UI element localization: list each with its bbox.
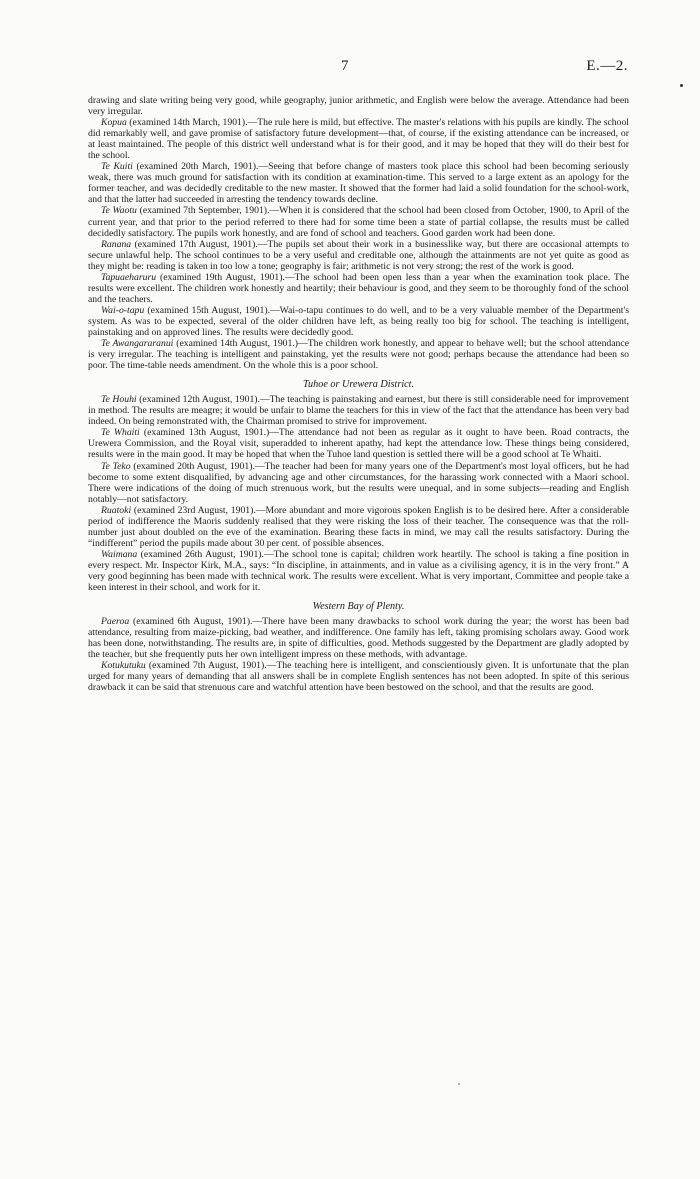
page-header (0, 58, 700, 80)
paragraph-ranana: Ranana (examined 17th August, 1901).—The pupils set about their work in a businesslike way, but there are occasional attempts to secure unlawful help. The school continues to be a very useful and creditable one, although the attainments are not yet quite as good as they might be: reading is taken in too low a tone; geography is fair; arithmetic is not very strong; the rest of the work is good. (88, 238, 629, 272)
school-name: Te Teko (101, 460, 131, 472)
paragraph-te-houhi: Te Houhi (examined 12th August, 1901).—The teaching is painstaking and earnest, but there is still considerable need for improvement in method. The results are meagre; it would be unfair to blame the teachers for this in view of the fact that the attendance has been very bad indeed. On being remonstrated with, the Chairman promised to strive for improvement. (88, 394, 629, 428)
school-name: Te Awangararanui (101, 338, 174, 350)
paragraph-kotukutuku: Kotukutuku (examined 7th August, 1901).—The teaching here is intelligent, and conscientiously given. It is unfortunate that the plan urged for many years of demanding that all answers shall be in complete English sentences has not been adopted. In spite of this serious drawback it can be said that strenuous care and watchful attention have been bestowed on the school, and that the results are good. (88, 660, 629, 694)
section-heading-tuhoe: Tuhoe or Urewera District. (302, 379, 415, 391)
paragraph-kopua: Kopua (examined 14th March, 1901).—The rule here is mild, but effective. The master's relations with his pupils are kindly. The school did remarkably well, and gave promise of satisfactory future development—that, of course, if the existing attendance can be increased, or at least maintained. The people of this district well understand what is for their good, and it may be hoped that they will do their best for the school. (88, 117, 629, 162)
series-code: E.—2. (586, 58, 628, 74)
paragraph-te-kuiti: Te Kuiti (examined 20th March, 1901).—Seeing that before change of masters took place this school had been becoming seriously weak, there was much ground for satisfaction with its condition at examination-time. This served to a large extent as an apology for the former teacher, and was decidedly creditable to the new master. It showed that the former had laid a solid foundation for the school-work, and that the latter had succeeded in arresting the tendency towards decline. (88, 161, 629, 206)
paragraph-ruatoki: Ruatoki (examined 23rd August, 1901).—More abundant and more vigorous spoken English is to be desired here. After a considerable period of indifference the Maoris suddenly realised that they were risking the loss of their teacher. The consequence was that the roll-number just about doubled on the eve of the examination. Bearing these facts in mind, we may call the results satisfactory. During the “indifferent” period the pupils made about 30 per cent. of possible absences. (88, 504, 629, 549)
paragraph-waimana: Waimana (examined 26th August, 1901).—The school tone is capital; children work heartily. The school is taking a fine position in every respect. Mr. Inspector Kirk, M.A., says: “In discipline, in attainments, and in value as a civilising agency, it is in the very front.” A very good beginning has been made with technical work. The results were excellent. What is very important, Committee and people take a keen interest in their school, and work for it. (88, 548, 629, 594)
paragraph-te-teko: Te Teko (examined 20th August, 1901).—The teacher had been for many years one of the Department's most loyal officers, but he had become to some extent disqualified, by advancing age and other circumstances, for the harassing work connected with a Maori school. There were indications of the doing of much strenuous work, but the results were unequal, and in some subjects—reading and English notably—not satisfactory. (88, 460, 629, 505)
section-heading-bay-of-plenty: Western Bay of Plenty. (312, 601, 405, 613)
paragraph-tapuaeharuru: Tapuaeharuru (examined 19th August, 1901).—The school had been open less than a year when the examination took place. The results were excellent. The children work honestly and heartily; their behaviour is good, and they seem to be thoroughly fond of the school and the teachers. (88, 271, 629, 305)
school-name: Tapuaeharuru (101, 271, 157, 283)
school-name: Te Houhi (101, 394, 137, 406)
paper-speck (458, 1083, 460, 1085)
school-name: Te Whaiti (101, 427, 140, 439)
school-name: Kotukutuku (101, 660, 146, 672)
paragraph-paeroa: Paeroa (examined 6th August, 1901).—There have been many drawbacks to school work during the year; the worst has been bad attendance, resulting from maize-picking, bad weather, and indifference. One family has left, taking promising scholars away. Good work has been done, notwithstanding. The results are, in spite of difficulties, good. Methods suggested by the Department are gladly adopted by the teacher, but she frequently puts her own intelligent impress on these methods, with advantage. (88, 616, 629, 661)
school-name: Te Waotu (101, 205, 137, 217)
paragraph-te-whaiti: Te Whaiti (examined 13th August, 1901.)—The attendance had not been as regular as it ought to have been. Road contracts, the Urewera Commission, and the Royal visit, superadded to inherent apathy, had kept the attendance low. These things being considered, results were in the main good. It may be hoped that when the Tuhoe land question is settled there will be a good school at Te Whaiti. (88, 427, 629, 461)
school-name: Waimana (101, 548, 138, 560)
school-name: Paeroa (101, 616, 130, 628)
paragraph-wai-o-tapu: Wai-o-tapu (examined 15th August, 1901).—Wai-o-tapu continues to do well, and to be a very valuable member of the Department's system. As was to be expected, several of the older children have left, as being really too big for school. The teaching is intelligent, painstaking and on approved lines. The results were decidedly good. (88, 304, 629, 338)
school-name: Te Kuiti (101, 161, 133, 173)
paragraph-continuation: drawing and slate writing being very good, while geography, junior arithmetic, and English were below the average. Attendance had been very irregular. (88, 95, 629, 118)
school-name: Wai-o-tapu (101, 304, 145, 316)
paragraph-te-waotu: Te Waotu (examined 7th September, 1901).—When it is considered that the school had been closed from October, 1900, to April of the current year, and that prior to the period referred to there had for some time been a state of partial collapse, the results must be called decidedly satisfactory. The pupils work honestly, and are fond of school and teachers. Good garden work had been done. (88, 205, 630, 239)
paragraph-te-awangararanui: Te Awangararanui (examined 14th August, 1901.)—The children work honestly, and appear to behave well; but the school attendance is very irregular. The teaching is intelligent and painstaking, yet the results were not good; perhaps because the attendance had been so poor. The time-table needs amendment. On the whole this is a poor school. (88, 338, 629, 372)
school-name: Ranana (101, 238, 132, 250)
report-body (88, 95, 629, 693)
margin-mark (680, 84, 683, 87)
school-name: Kopua (101, 117, 127, 129)
page-number: 7 (341, 58, 349, 74)
school-name: Ruatoki (101, 504, 132, 516)
